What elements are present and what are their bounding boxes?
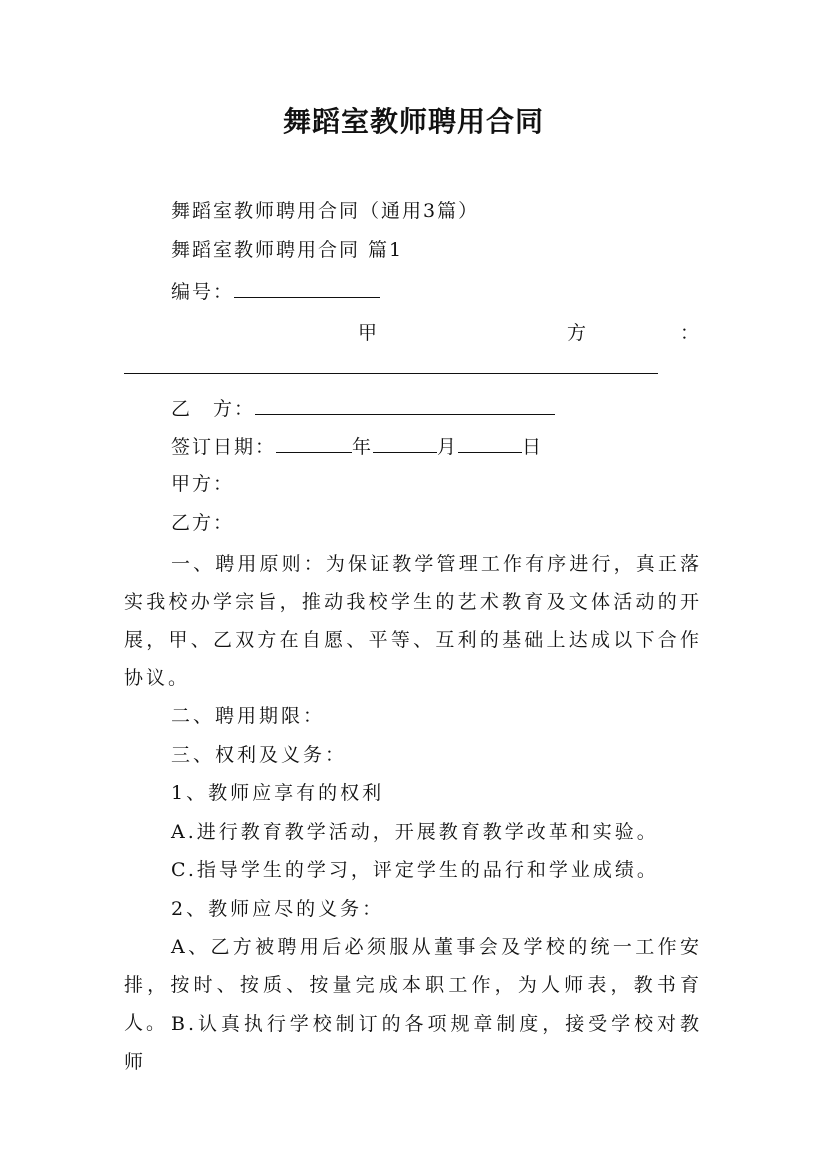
party-b-blank <box>255 394 555 415</box>
paragraph-right-a: A.进行教育教学活动，开展教育教学改革和实验。 <box>171 821 659 843</box>
contract-number-row <box>171 277 380 306</box>
day-label: 日 <box>522 436 544 458</box>
day-blank <box>458 432 522 453</box>
party-a-char-1: 甲 <box>358 322 378 344</box>
paragraph-rights-duties: 三、权利及义务： <box>171 744 348 766</box>
year-label: 年 <box>352 436 374 458</box>
paragraph-duty-b: B.认真执行学校制订的各项规章制度，接受学校对教师 <box>124 1013 702 1073</box>
party-a-blank <box>124 373 658 374</box>
party-a-line: 甲方： <box>171 473 235 495</box>
sign-date-label: 签订日期： <box>171 436 277 458</box>
document-title: 舞蹈室教师聘用合同 <box>282 105 544 138</box>
party-a-colon: ： <box>680 322 700 344</box>
party-b-line: 乙方： <box>171 512 235 534</box>
sign-date-row <box>171 432 543 461</box>
contract-number-blank <box>234 277 380 298</box>
paragraph-principle: 一、聘用原则：为保证教学管理工作有序进行，真正落实我校办学宗旨，推动我校学生的艺术教育及文体活动的开展，甲、乙双方在自愿、平等、互利的基础上达成以下合作协议。 <box>124 553 702 689</box>
paragraph-right-c: C.指导学生的学习，评定学生的品行和学业成绩。 <box>171 859 659 881</box>
party-b-label: 乙 方： <box>171 398 256 420</box>
paragraph-term: 二、聘用期限： <box>171 705 326 727</box>
party-a-header-row <box>124 318 699 346</box>
party-b-row <box>171 394 555 423</box>
part-heading: 舞蹈室教师聘用合同 篇1 <box>171 239 404 261</box>
paragraph-duty-a: A、乙方被聘用后必须服从董事会及学校的统一工作安排，按时、按质、按量完成本职工作，为人师表，教书育人。 <box>124 936 702 1034</box>
contract-number-label: 编号： <box>171 281 235 303</box>
paragraph-teacher-rights: 1、教师应享有的权利 <box>171 782 385 804</box>
party-a-char-2: 方 <box>567 322 587 344</box>
subtitle: 舞蹈室教师聘用合同（通用3篇） <box>171 200 480 222</box>
month-blank <box>373 432 437 453</box>
month-label: 月 <box>437 436 459 458</box>
year-blank <box>276 432 352 453</box>
paragraph-teacher-duties: 2、教师应尽的义务： <box>171 898 385 920</box>
